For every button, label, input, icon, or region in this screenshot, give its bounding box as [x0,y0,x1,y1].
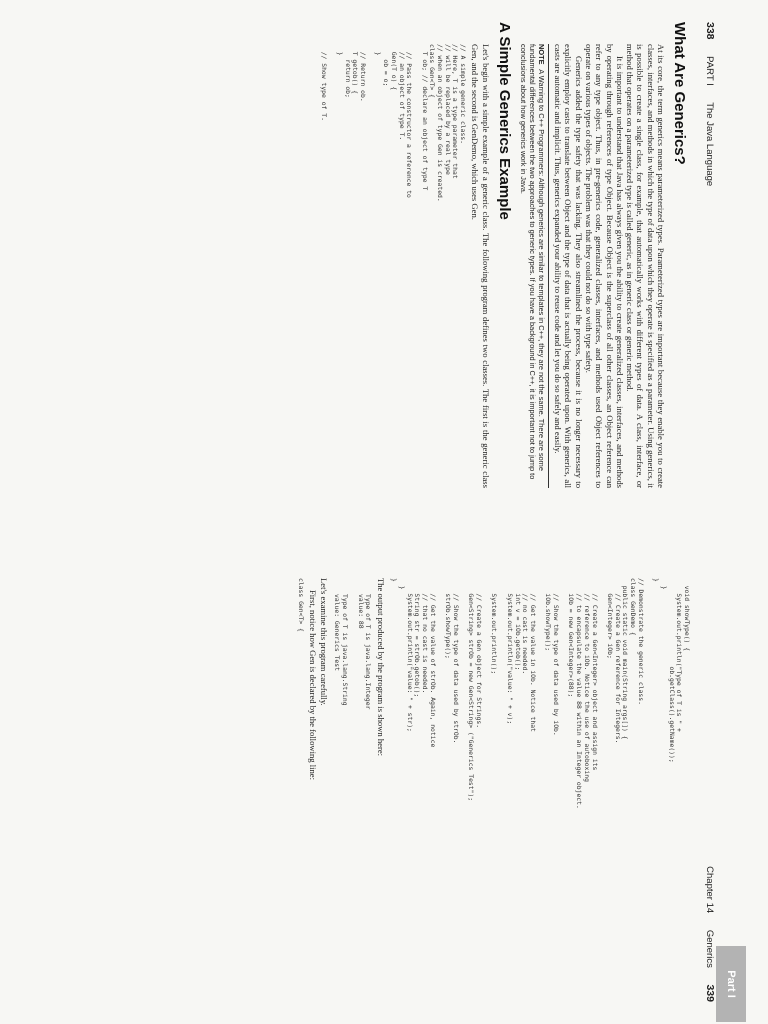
code-class-declaration: class Gen<T> { [297,578,306,632]
paragraph-4: Let's begin with a simple example of a generic class. The following program defines two classes. The first is the generic class Gen, and the second is GenDemo, which uses Gen. [470,44,491,488]
left-running-head [698,22,716,490]
paragraph-3: Generics added the type safety that was lacking. They also streamlined the process, because it is no longer necessary to explicitly employ casts to translate between Object and the type of data that is actually being operated upon. With generics, all casts are automatic and implicit. Thus, generics expanded your ability to reuse code and let you do so safely and easily. [553,44,584,488]
paragraph-1: At its core, the term generics means parameterized types. Parameterized types are important because they enable you to create classes, interfaces, and methods in which the type of data upon which they operate is specified as a parameter. Using generics, it is possible to create a single class, for example, that automatically works with different types of data. A class, interface, or method that operates on a parameterized type is called generic, as in generic class or generic method. [625,44,666,488]
code-listing-gendemo: void showType() { System.out.println("Type of T is " + ob.getClass().getName()); } } // Demonstrate the generic class. class GenDemo { public static void main(String args[]) { // Create a Gen reference for Integers. Gen<Integer> iOb; // Create a Gen<Integer> object and assign its // reference to iOb. Notice the use of autoboxing // to encapsulate the value 88 within an Integer object. iOb = new Gen<Integer>(88); // Show the type of data used by iOb. iOb.showType(); // Get the value in iOb. Notice that // no cast is needed. int v = iOb.getob(); System.out.println("value: " + v); System.out.println(); // Create a Gen object for Strings. Gen<String> strOb = new Gen<String> ("Generics Test"); // Show the type of data used by strOb. strOb.showType(); // Get the value of strOb. Again, notice // that no cast is needed. String str = strOb.getob(); System.out.println("value: " + str); } } [390,578,691,809]
output-intro: The output produced by the program is shown here: [375,578,386,757]
right-page [0,512,768,1024]
paragraph-6: First, notice how Gen is declared by the following line: [308,590,319,780]
right-page-number: 339 [704,984,716,1002]
left-page-number: 338 [704,22,716,40]
right-column [292,578,694,1002]
note-label: NOTE [536,44,546,65]
heading-what-are-generics: What Are Generics? [671,22,688,165]
right-running-head [698,534,716,1002]
heading-simple-generics-example: A Simple Generics Example [495,22,513,220]
part-label: PART I [704,56,715,86]
note-text: A Warning to C++ Programmers: Although generics are similar to templates in C++, they are not the same. There are some fundamental differences between the two approaches to generic types. If you have a background in C++, it is important not to jump to conclusions about how generics work in Java. [518,44,546,480]
paragraph-5: Let's examine this program carefully. [318,578,329,706]
note-box [519,44,549,488]
right-section-title: Generics [704,929,715,968]
part-thumb-tab: Part I [716,946,746,1022]
code-listing-gen-class: // A simple generic class. // Here, T is a type parameter that // will be replaced by a real type // when an object of type Gen is created. class Gen<T> { T ob; // declare an object of type T // Pass the constructor a reference to // an object of type T. Gen(T o) { ob = o; } // Return ob. T getob() { return ob; } // Show type of T. [320,44,468,202]
paragraph-2: It is important to understand that Java has always given you the ability to create generalized classes, interfaces, and methods by operating through references of type Object. Because Object is the superclass of all other classes, an Object reference can refer to any type object. Thus, in pre-generics code, generalized classes, interfaces, and methods used Object references to operate on various types of objects. The problem was that they could not do so with type safety. [583,44,625,488]
left-section-title: The Java Language [704,102,715,187]
chapter-label: Chapter 14 [704,866,715,914]
program-output: Type of T is java.lang.Integer value: 88 Type of T is java.lang.String value: Generics Test [333,594,373,710]
left-column [316,22,694,488]
